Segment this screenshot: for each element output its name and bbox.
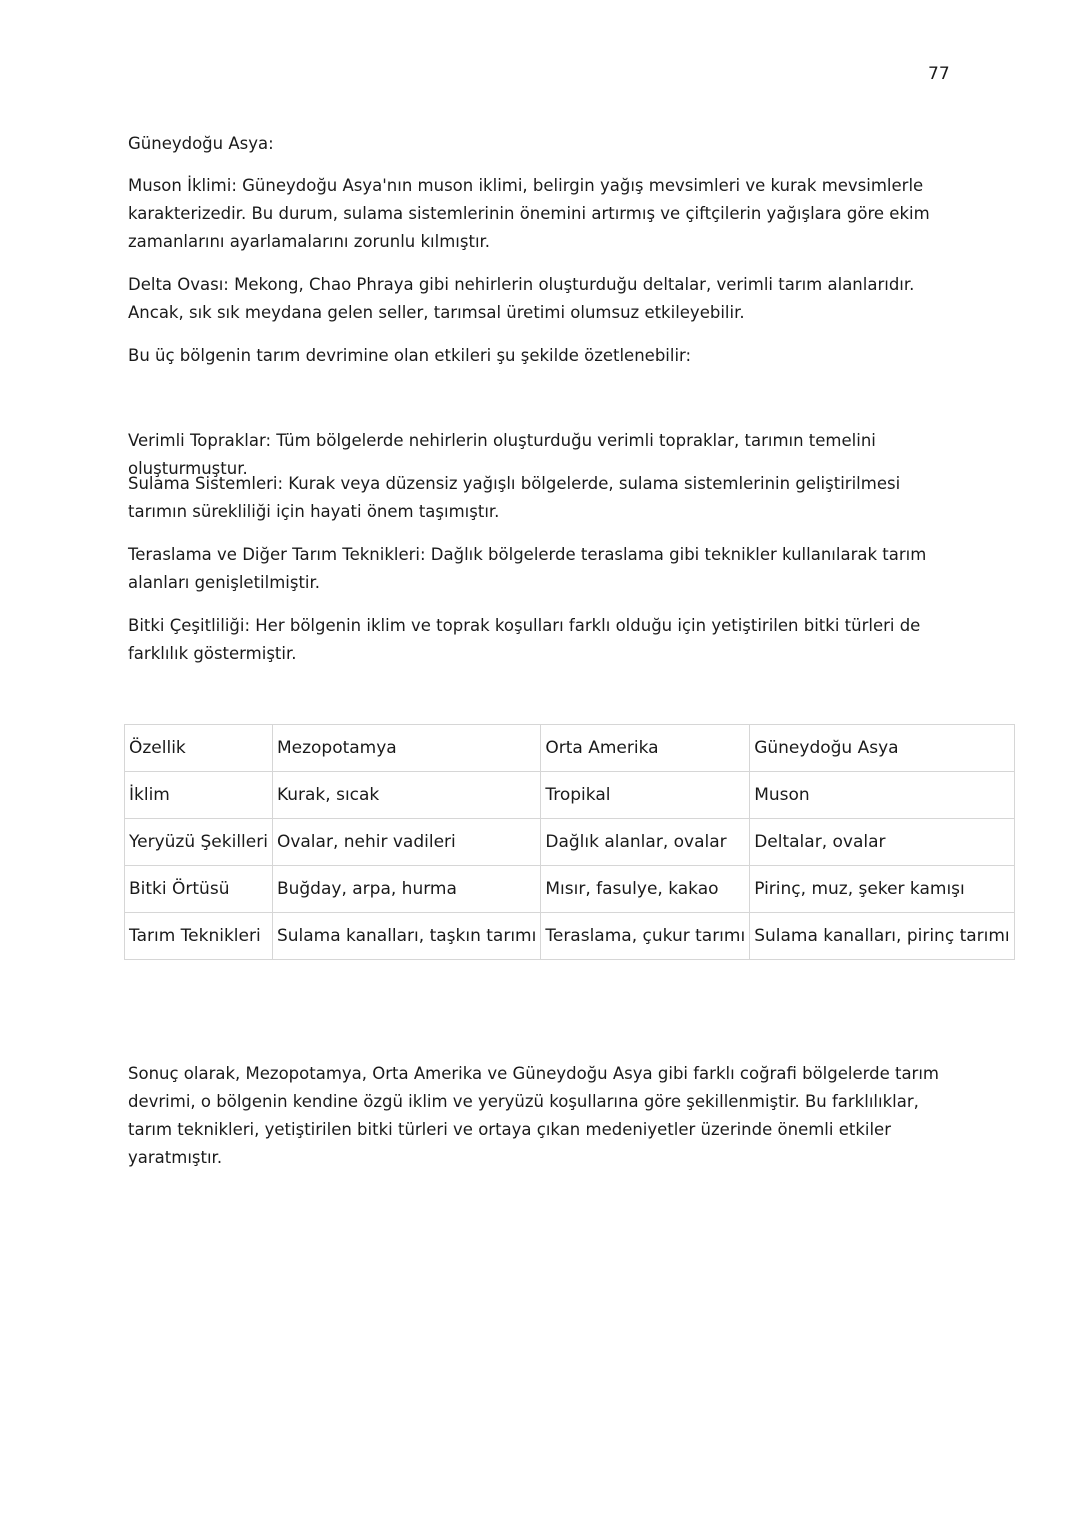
table-cell: Güneydoğu Asya	[750, 725, 1014, 772]
table-header-row	[125, 725, 1015, 772]
table-cell: Teraslama, çukur tarımı	[541, 913, 750, 960]
paragraph-verimli-topraklar: Verimli Topraklar: Tüm bölgelerde nehirlerin oluşturduğu verimli topraklar, tarımın temelini oluşturmuştur.	[128, 431, 876, 478]
paragraph-teraslama: Teraslama ve Diğer Tarım Teknikleri: Dağlık bölgelerde teraslama gibi teknikler kullanılarak tarım alanları genişletilmiştir.	[128, 545, 927, 592]
table-cell: Ovalar, nehir vadileri	[272, 819, 540, 866]
table-cell: İklim	[125, 772, 273, 819]
table-cell: Orta Amerika	[541, 725, 750, 772]
table-cell: Dağlık alanlar, ovalar	[541, 819, 750, 866]
comparison-table	[124, 724, 1015, 960]
table-cell: Özellik	[125, 725, 273, 772]
section-heading: Güneydoğu Asya:	[128, 134, 274, 153]
table-cell: Tropikal	[541, 772, 750, 819]
table-cell: Mezopotamya	[272, 725, 540, 772]
paragraph-sulama-sistemleri: Sulama Sistemleri: Kurak veya düzensiz yağışlı bölgelerde, sulama sistemlerinin geliştirilmesi tarımın sürekliliği için hayati önem taşımıştır.	[128, 474, 901, 521]
paragraph-conclusion: Sonuç olarak, Mezopotamya, Orta Amerika ve Güneydoğu Asya gibi farklı coğrafi bölgelerde tarım devrimi, o bölgenin kendine özgü iklim ve yeryüzü koşullarına göre şekillenmiştir. Bu farklılıklar, tarım teknikleri, yetiştirilen bitki türleri ve ortaya çıkan medeniyetler üzerinde önemli etkiler yaratmıştır.	[128, 1064, 939, 1167]
page-number: 77	[928, 64, 950, 84]
table-cell: Sulama kanalları, pirinç tarımı	[750, 913, 1014, 960]
paragraph-delta-ovasi: Delta Ovası: Mekong, Chao Phraya gibi nehirlerin oluşturduğu deltalar, verimli tarım alanlarıdır. Ancak, sık sık meydana gelen seller, tarımsal üretimi olumsuz etkileyebilir.	[128, 275, 915, 322]
table-cell: Sulama kanalları, taşkın tarımı	[272, 913, 540, 960]
table-cell: Yeryüzü Şekilleri	[125, 819, 273, 866]
paragraph-muson-iklimi: Muson İklimi: Güneydoğu Asya'nın muson iklimi, belirgin yağış mevsimleri ve kurak mevsimlerle karakterizedir. Bu durum, sulama sistemlerinin önemini artırmış ve çiftçilerin yağışlara göre ekim zamanlarını ayarlamalarını zorunlu kılmıştır.	[128, 176, 930, 251]
table-cell: Buğday, arpa, hurma	[272, 866, 540, 913]
table-row	[125, 913, 1015, 960]
table-cell: Kurak, sıcak	[272, 772, 540, 819]
table-cell: Deltalar, ovalar	[750, 819, 1014, 866]
paragraph-bitki-cesitliligi: Bitki Çeşitliliği: Her bölgenin iklim ve toprak koşulları farklı olduğu için yetiştirilen bitki türleri de farklılık göstermiştir.	[128, 616, 921, 663]
table-cell: Mısır, fasulye, kakao	[541, 866, 750, 913]
table-cell: Muson	[750, 772, 1014, 819]
table-row	[125, 772, 1015, 819]
table-cell: Tarım Teknikleri	[125, 913, 273, 960]
table-cell: Pirinç, muz, şeker kamışı	[750, 866, 1014, 913]
table-row	[125, 866, 1015, 913]
paragraph-summary-intro: Bu üç bölgenin tarım devrimine olan etkileri şu şekilde özetlenebilir:	[128, 346, 692, 365]
table-row	[125, 819, 1015, 866]
table-cell: Bitki Örtüsü	[125, 866, 273, 913]
